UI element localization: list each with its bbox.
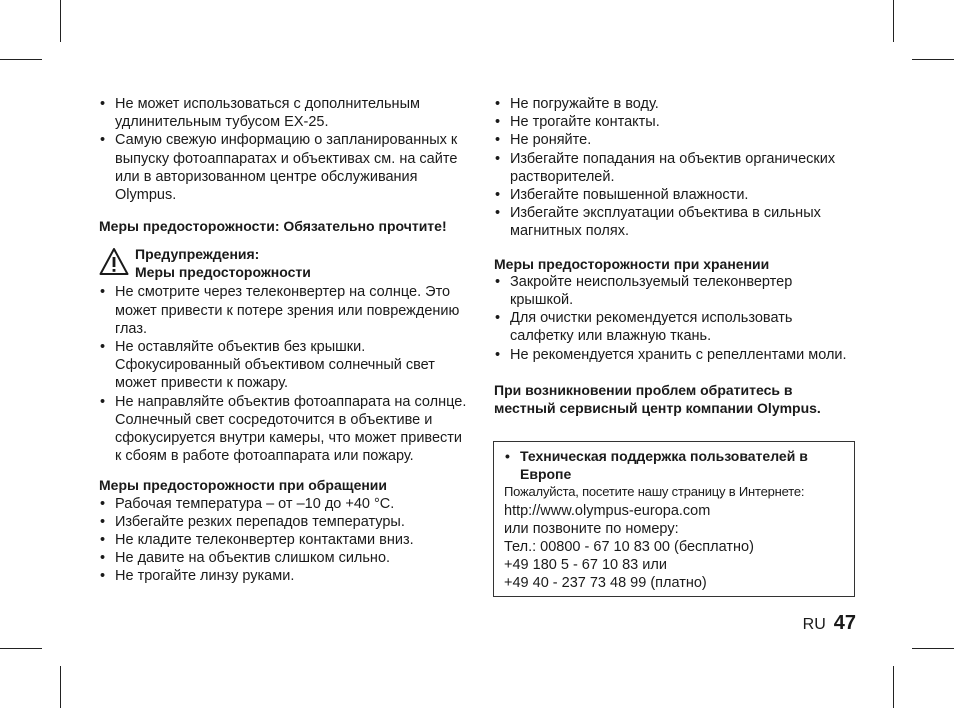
- crop-mark: [912, 59, 954, 60]
- warning-title-line: Меры предосторожности: [135, 264, 311, 281]
- precautions-heading: Меры предосторожности: Обязательно прочтите!: [99, 218, 447, 235]
- support-phone-free: Тел.: 00800 - 67 10 83 00 (бесплатно): [504, 539, 754, 556]
- language-code: RU: [802, 616, 826, 633]
- list-item: • Не оставляйте объектив без крышки. Сфокусированный объективом солнечный свет может привести к пожару.: [99, 338, 471, 393]
- list-item: • Для очистки рекомендуется использовать салфетку или влажную ткань.: [494, 309, 856, 345]
- support-call-text: или позвоните по номеру:: [504, 520, 679, 537]
- list-item: • Не может использоваться с дополнительным удлинительным тубусом EX-25.: [99, 95, 471, 131]
- crop-mark: [60, 0, 61, 42]
- support-phone-paid: +49 40 - 237 73 48 99 (платно): [504, 575, 707, 592]
- warning-triangle-icon: [99, 247, 129, 277]
- list-item: • Не давите на объектив слишком сильно.: [99, 549, 471, 567]
- storage-list: [494, 273, 856, 364]
- list-item: • Не погружайте в воду.: [494, 95, 856, 113]
- handling-list-continued: [494, 95, 856, 241]
- list-item: • Не направляйте объектив фотоаппарата на солнце. Солнечный свет сосредоточится в объективе и сфокусируется внутри камеры, что может привести к сбоям в работе фотоаппарата или пожару.: [99, 393, 471, 466]
- list-item: • Не смотрите через телеконвертер на солнце. Это может привести к потере зрения или повреждению глаз.: [99, 283, 471, 338]
- list-item: • Самую свежую информацию о запланированных к выпуску фотоаппаратах и объективах см. на сайте или в авторизованном центре обслуживания Olympus.: [99, 131, 471, 204]
- storage-heading: Меры предосторожности при хранении: [494, 255, 770, 272]
- crop-mark: [912, 648, 954, 649]
- crop-mark: [0, 59, 42, 60]
- handling-heading: Меры предосторожности при обращении: [99, 477, 388, 494]
- list-item: • Рабочая температура – от –10 до +40 °C.: [99, 495, 471, 513]
- crop-mark: [0, 648, 42, 649]
- list-item: • Закройте неиспользуемый телеконвертер крышкой.: [494, 273, 856, 309]
- crop-mark: [60, 666, 61, 708]
- crop-mark: [893, 0, 894, 42]
- handling-list: [99, 495, 471, 586]
- support-title: • Техническая поддержка пользователей в Европе: [504, 447, 844, 483]
- crop-mark: [893, 666, 894, 708]
- list-item: • Избегайте повышенной влажности.: [494, 186, 856, 204]
- warning-title: [135, 245, 311, 281]
- warning-list: [99, 283, 471, 465]
- list-item: • Не трогайте линзу руками.: [99, 567, 471, 585]
- service-notice: При возникновении проблем обратитесь в местный сервисный центр компании Olympus.: [494, 381, 821, 417]
- list-item: • Не роняйте.: [494, 131, 856, 149]
- list-item: • Не кладите телеконвертер контактами вниз.: [99, 531, 471, 549]
- intro-list: [99, 95, 471, 204]
- support-phone-alt: +49 180 5 - 67 10 83 или: [504, 557, 667, 574]
- list-item: • Избегайте эксплуатации объектива в сильных магнитных полях.: [494, 204, 856, 240]
- support-box: [493, 441, 855, 597]
- list-item: • Избегайте резких перепадов температуры.: [99, 513, 471, 531]
- warning-title-line: Предупреждения:: [135, 246, 260, 263]
- list-item: • Не рекомендуется хранить с репеллентами моли.: [494, 346, 856, 364]
- support-visit-text: Пожалуйста, посетите нашу страницу в Интернете:: [504, 484, 805, 500]
- left-column: [99, 95, 471, 586]
- page-number: 47: [833, 612, 856, 634]
- warning-block: [99, 245, 471, 281]
- right-column: [494, 95, 856, 417]
- list-item: • Не трогайте контакты.: [494, 113, 856, 131]
- support-url: http://www.olympus-europa.com: [504, 502, 711, 519]
- list-item: • Избегайте попадания на объектив органических растворителей.: [494, 150, 856, 186]
- page-footer: [803, 612, 856, 635]
